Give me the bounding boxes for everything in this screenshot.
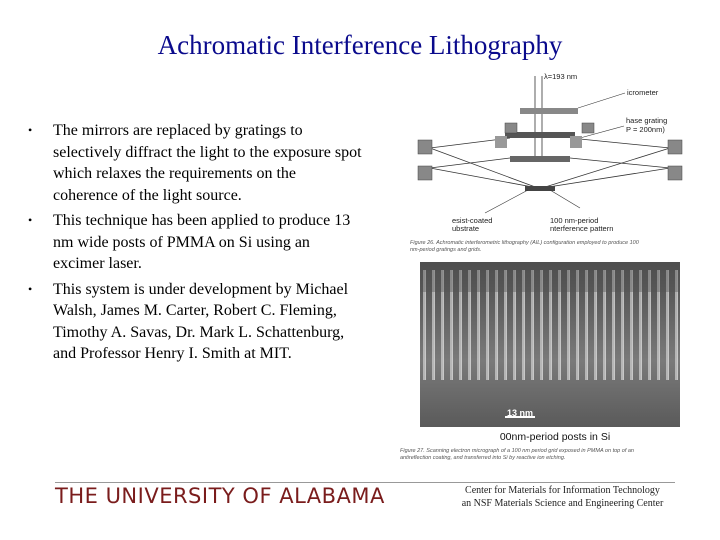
center-affiliation — [440, 484, 685, 510]
diagram-caption-2: nm-period gratings and grids. — [410, 247, 482, 253]
phase-grating-label: hase grating — [626, 116, 668, 125]
bullet-item — [28, 210, 363, 275]
sem-micrograph — [420, 262, 680, 427]
bullet-text: The mirrors are replaced by gratings to selectively diffract the light to the exposure spot which relaxes the requirements on the coherence of the light source. — [53, 122, 362, 204]
diagram-caption: Figure 26. Achromatic interferometric lithography (AIL) configuration employed to produce 100 — [410, 240, 639, 246]
bullet-text: This technique has been applied to produce 13 nm wide posts of PMMA on Si using an excimer laser. — [53, 212, 351, 272]
bullet-list — [28, 120, 363, 369]
bullet-item — [28, 120, 363, 206]
sem-title: 00nm-period posts in Si — [499, 431, 611, 443]
center-line-2: an NSF Materials Science and Engineering Center — [461, 498, 664, 509]
footer-divider — [55, 482, 675, 483]
interference-label: 100 nm-period — [550, 216, 599, 225]
micrometer-label: icrometer — [627, 88, 659, 97]
bullet-marker: • — [28, 213, 33, 227]
sem-caption-block — [400, 427, 700, 467]
bullet-marker: • — [28, 281, 33, 296]
wavelength-label: λ=193 nm — [544, 72, 578, 81]
interference-label-2: nterference pattern — [550, 224, 614, 233]
university-logo: THE UNIVERSITY OF ALABAMA — [55, 484, 385, 508]
sem-caption: Figure 27. Scanning electron micrograph of a 100 nm period grid exposed in PMMA on top of an — [400, 448, 634, 454]
ail-configuration-diagram — [410, 68, 700, 258]
center-line-1: Center for Materials for Information Technology — [465, 485, 660, 496]
phase-grating-period-label: P = 200nm) — [626, 125, 665, 134]
bullet-marker: • — [28, 123, 33, 137]
substrate-label: esist-coated — [452, 216, 493, 225]
sem-scale-label: 13 nm — [506, 408, 534, 418]
substrate-label-2: ubstrate — [452, 224, 480, 233]
bullet-item — [28, 279, 363, 365]
bullet-text: This system is under development by Michael Walsh, James M. Carter, Robert C. Fleming, Timothy A. Savas, Dr. Mark L. Schattenburg, and Professor Henry I. Smith at MIT. — [53, 280, 349, 362]
slide-title: Achromatic Interference Lithography — [157, 30, 563, 60]
sem-caption-2: antireflection coating, and transferred into Si by reactive ion etching. — [400, 455, 566, 461]
